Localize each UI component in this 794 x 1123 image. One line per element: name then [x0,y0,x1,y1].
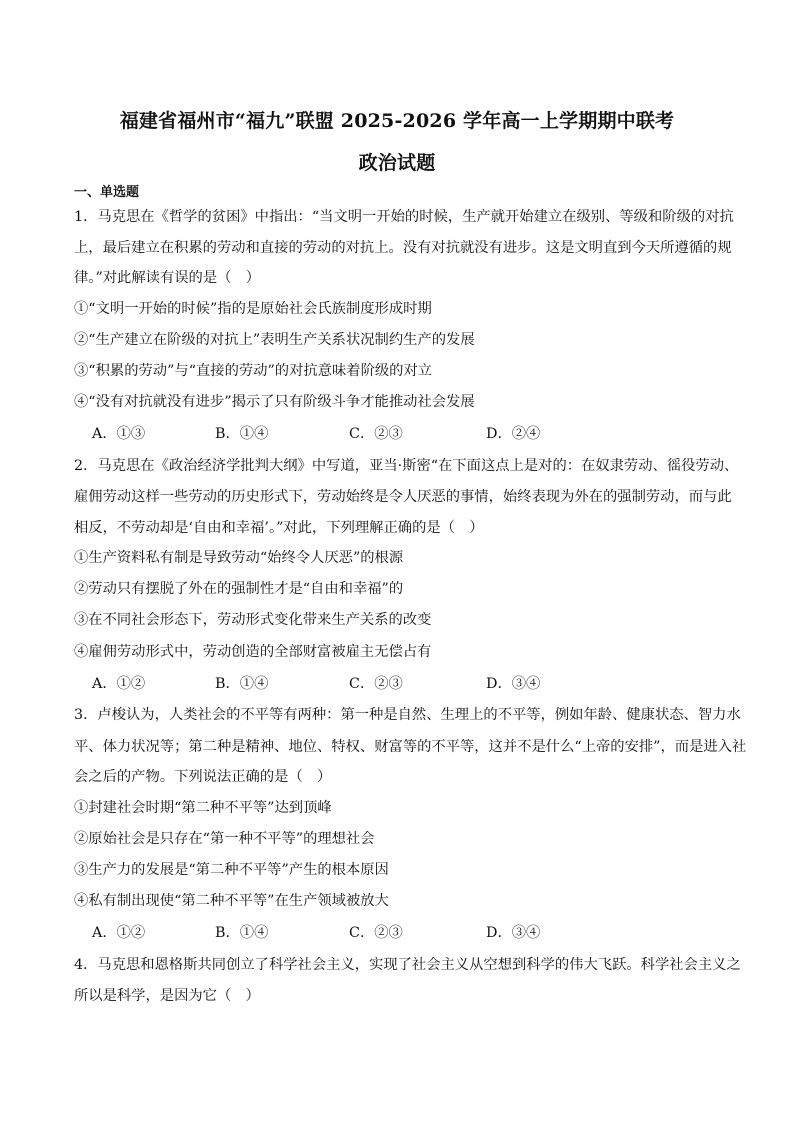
q3-item-3: ③生产力的发展是“第二种不平等”产生的根本原因 [74,862,389,878]
q2-stem-line-2: 雇佣劳动这样一些劳动的历史形式下，劳动始终是令人厌恶的事情，始终表现为外在的强制劳动，而与此 [74,489,732,505]
q1-item-4: ④“没有对抗就没有进步”揭示了只有阶级斗争才能推动社会发展 [74,394,475,410]
q3-option-a: A．①② [92,925,146,941]
q2-option-c: C．②③ [349,676,403,692]
q1-stem-line-3: 律。”对此解读有误的是（ ） [74,270,261,286]
q3-stem-line-1: 3．卢梭认为，人类社会的不平等有两种：第一种是自然、生理上的不平等，例如年龄、健康状态、智力水 [74,707,741,723]
q3-item-2: ②原始社会是只存在“第一种不平等”的理想社会 [74,831,375,847]
q3-item-4: ④私有制出现使“第二种不平等”在生产领域被放大 [74,893,389,909]
q3-option-b: B．①④ [215,925,269,941]
q3-option-c: C．②③ [349,925,403,941]
page-subtitle: 政治试题 [358,152,436,174]
q3-stem-line-2: 平、体力状况等；第二种是精神、地位、特权、财富等的不平等，这并不是什么“上帝的安排”，而是进入社 [74,739,747,755]
section-heading: 一、单选题 [74,185,140,200]
q3-option-d: D．③④ [486,925,541,941]
q2-stem-line-3: 相反，不劳动却是‘自由和幸福’。”对此，下列理解正确的是（ ） [74,520,484,536]
q1-option-d: D．②④ [486,426,541,442]
q3-item-1: ①封建社会时期“第二种不平等”达到顶峰 [74,800,332,816]
q1-option-c: C．②③ [349,426,403,442]
q2-item-3: ③在不同社会形态下，劳动形式变化带来生产关系的改变 [74,612,432,628]
page-title: 福建省福州市“福九”联盟 2025-2026 学年高一上学期期中联考 [119,110,675,132]
q1-stem-line-2: 上，最后建立在积累的劳动和直接的劳动的对抗上。没有对抗就没有进步。这是文明直到今天所遵循的规 [74,240,732,256]
q3-stem-line-3: 会之后的产物。下列说法正确的是（ ） [74,769,332,785]
q2-option-b: B．①④ [215,676,269,692]
q1-stem-line-1: 1．马克思在《哲学的贫困》中指出：“当文明一开始的时候，生产就开始建立在级别、等级和阶级的对抗 [74,209,734,225]
q1-item-2: ②“生产建立在阶级的对抗上”表明生产关系状况制约生产的发展 [74,332,475,348]
q4-stem-line-2: 所以是科学，是因为它（ ） [74,988,260,1004]
q1-item-3: ③“积累的劳动”与“直接的劳动”的对抗意味着阶级的对立 [74,363,433,379]
q1-option-b: B．①④ [215,426,269,442]
q1-option-a: A．①③ [92,426,146,442]
q2-option-a: A．①② [92,676,146,692]
q2-item-4: ④雇佣劳动形式中，劳动创造的全部财富被雇主无偿占有 [74,644,432,660]
q4-stem-line-1: 4．马克思和恩格斯共同创立了科学社会主义，实现了社会主义从空想到科学的伟大飞跃。科学社会主义之 [74,957,741,973]
q1-item-1: ①“文明一开始的时候”指的是原始社会氏族制度形成时期 [74,301,432,317]
q2-option-d: D．③④ [486,676,541,692]
q2-stem-line-1: 2．马克思在《政治经济学批判大纲》中写道，亚当·斯密“在下面这点上是对的：在奴隶劳动、徭役劳动、 [74,458,739,474]
q2-item-2: ②劳动只有摆脱了外在的强制性才是“自由和幸福”的 [74,581,404,597]
q2-item-1: ①生产资料私有制是导致劳动“始终令人厌恶”的根源 [74,550,404,566]
